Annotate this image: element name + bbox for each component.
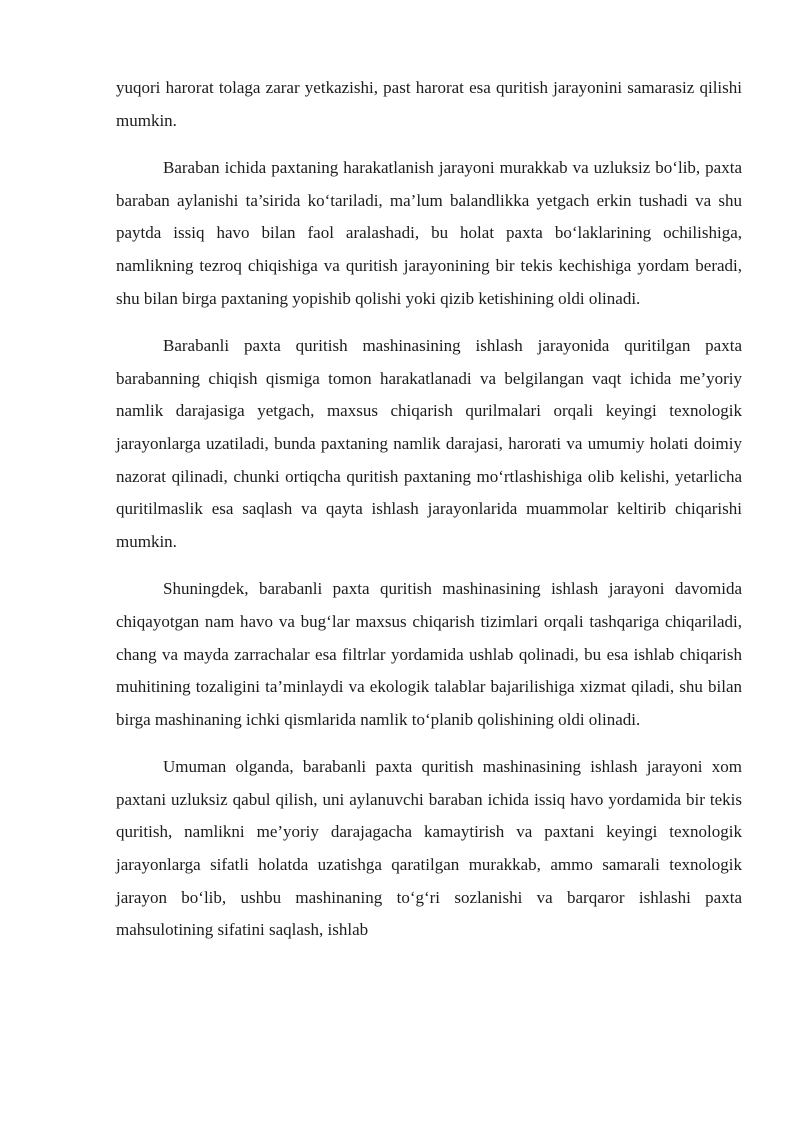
paragraph-continuation: yuqori harorat tolaga zarar yetkazishi, past harorat esa quritish jarayonini samarasiz qilishi mumkin. xyxy=(116,78,742,130)
paragraph-drum-movement: Baraban ichida paxtaning harakatlanish jarayoni murakkab va uzluksiz bo‘lib, paxta baraban aylanishi ta’sirida ko‘tariladi, ma’lum balandlikka yetgach erkin tushadi va shu paytda issiq havo bilan faol aralashadi, bu holat paxta bo‘laklarining ochilishiga, namlikning tezroq chiqishiga va quritish jarayonining bir tekis kechishiga yordam beradi, shu bilan birga paxtaning yopishib qolishi yoki qizib ketishining oldi olinadi. xyxy=(116,158,742,308)
paragraph-output-process: Barabanli paxta quritish mashinasining ishlash jarayonida quritilgan paxta barabanning chiqish qismiga tomon harakatlanadi va belgilangan vaqt ichida me’yoriy namlik darajasiga yetgach, maxsus chiqarish qurilmalari orqali keyingi texnologik jarayonlarga uzatiladi, bunda paxtaning namlik darajasi, harorati va umumiy holati doimiy nazorat qilinadi, chunki ortiqcha quritish paxtaning mo‘rtlashishiga olib kelishi, yetarlicha quritilmaslik esa saqlash va qayta ishlash jarayonlarida muammolar keltirib chiqarishi mumkin. xyxy=(116,336,742,551)
document-body xyxy=(116,72,742,962)
paragraph-exhaust-filtering: Shuningdek, barabanli paxta quritish mashinasining ishlash jarayoni davomida chiqayotgan nam havo va bug‘lar maxsus chiqarish tizimlari orqali tashqariga chiqariladi, chang va mayda zarrachalar esa filtrlar yordamida ushlab qolinadi, bu esa ishlab chiqarish muhitining tozaligini ta’minlaydi va ekologik talablar bajarilishiga xizmat qiladi, shu bilan birga mashinaning ichki qismlarida namlik to‘planib qolishining oldi olinadi. xyxy=(116,579,742,729)
paragraph-conclusion: Umuman olganda, barabanli paxta quritish mashinasining ishlash jarayoni xom paxtani uzluksiz qabul qilish, uni aylanuvchi baraban ichida issiq havo yordamida bir tekis quritish, namlikni me’yoriy darajagacha kamaytirish va paxtani keyingi texnologik jarayonlarga sifatli holatda uzatishga qaratilgan murakkab, ammo samarali texnologik jarayon bo‘lib, ushbu mashinaning to‘g‘ri sozlanishi va barqaror ishlashi paxta mahsulotining sifatini saqlash, ishlab xyxy=(116,757,742,940)
